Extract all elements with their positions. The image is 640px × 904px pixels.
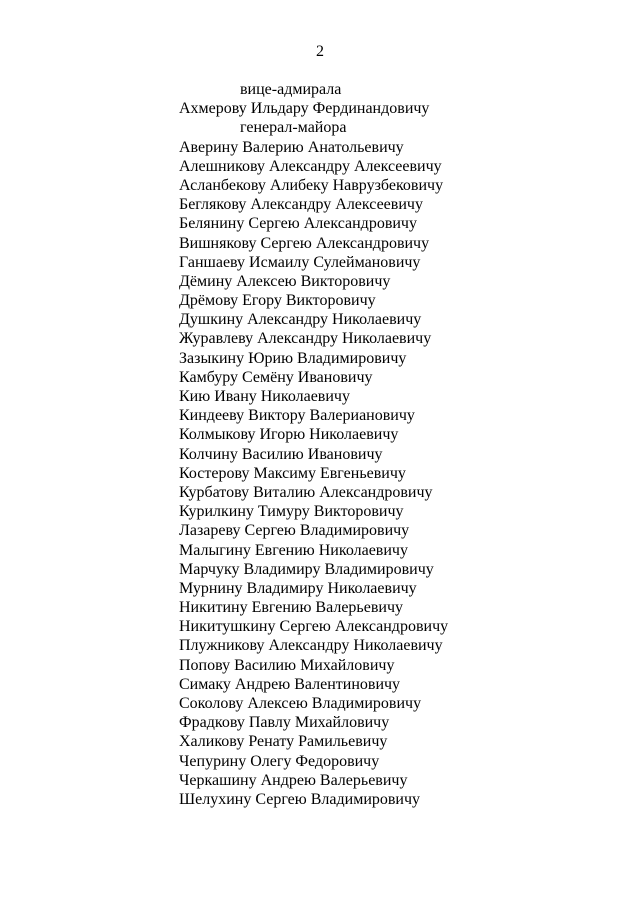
list-item: Душкину Александру Николаевичу bbox=[179, 311, 422, 329]
list-item: Курилкину Тимуру Викторовичу bbox=[179, 503, 404, 521]
list-item: Колчину Василию Ивановичу bbox=[179, 445, 383, 463]
list-item: Никитушкину Сергею Александровичу bbox=[179, 618, 449, 636]
list-item: Чепурину Олегу Федоровичу bbox=[179, 752, 380, 770]
list-item: Дрёмову Егору Викторовичу bbox=[179, 292, 376, 310]
list-item: Колмыкову Игорю Николаевичу bbox=[179, 426, 399, 444]
list-item: Шелухину Сергею Владимировичу bbox=[179, 790, 421, 808]
rank-heading: генерал-майора bbox=[240, 119, 347, 137]
list-item: Лазареву Сергею Владимировичу bbox=[179, 522, 410, 540]
list-item: Костерову Максиму Евгеньевичу bbox=[179, 464, 406, 482]
list-item: Марчуку Владимиру Владимировичу bbox=[179, 560, 434, 578]
list-item: Аверину Валерию Анатольевичу bbox=[179, 138, 404, 156]
list-item: Асланбекову Алибеку Наврузбековичу bbox=[179, 176, 444, 194]
list-item: Алешникову Александру Алексеевичу bbox=[179, 157, 442, 175]
list-item: Попову Василию Михайловичу bbox=[179, 656, 395, 674]
list-item: Курбатову Виталию Александровичу bbox=[179, 483, 433, 501]
list-item: Черкашину Андрею Валерьевичу bbox=[179, 771, 408, 789]
list-item: Зазыкину Юрию Владимировичу bbox=[179, 349, 407, 367]
list-item: Кию Ивану Николаевичу bbox=[179, 388, 350, 405]
list-item: Симаку Андрею Валентиновичу bbox=[179, 675, 401, 693]
list-item: Соколову Алексею Владимировичу bbox=[179, 695, 422, 712]
list-item: Киндееву Виктору Валериановичу bbox=[179, 407, 415, 425]
rank-heading: вице-адмирала bbox=[240, 81, 342, 98]
list-item: Ахмерову Ильдару Фердинандовичу bbox=[179, 100, 430, 118]
list-item: Мурнину Владимиру Николаевичу bbox=[179, 579, 417, 597]
list-item: Дёмину Алексею Викторовичу bbox=[179, 272, 391, 290]
list-item: Беглякову Александру Алексеевичу bbox=[179, 196, 423, 214]
list-item: Халикову Ренату Рамильевичу bbox=[179, 733, 388, 751]
list-item: Никитину Евгению Валерьевичу bbox=[179, 599, 403, 617]
list-item: Ганшаеву Исмаилу Сулеймановичу bbox=[179, 253, 421, 271]
list-item: Журавлеву Александру Николаевичу bbox=[179, 330, 432, 348]
list-item: Фрадкову Павлу Михайловичу bbox=[179, 714, 390, 732]
list-item: Белянину Сергею Александровичу bbox=[179, 215, 417, 233]
list-item: Камбуру Семёну Ивановичу bbox=[179, 368, 373, 386]
list-item: Малыгину Евгению Николаевичу bbox=[179, 541, 408, 559]
list-item: Вишнякову Сергею Александровичу bbox=[179, 234, 430, 252]
list-item: Плужникову Александру Николаевичу bbox=[179, 637, 443, 655]
page-number: 2 bbox=[316, 43, 324, 60]
awardee-list bbox=[179, 80, 448, 809]
